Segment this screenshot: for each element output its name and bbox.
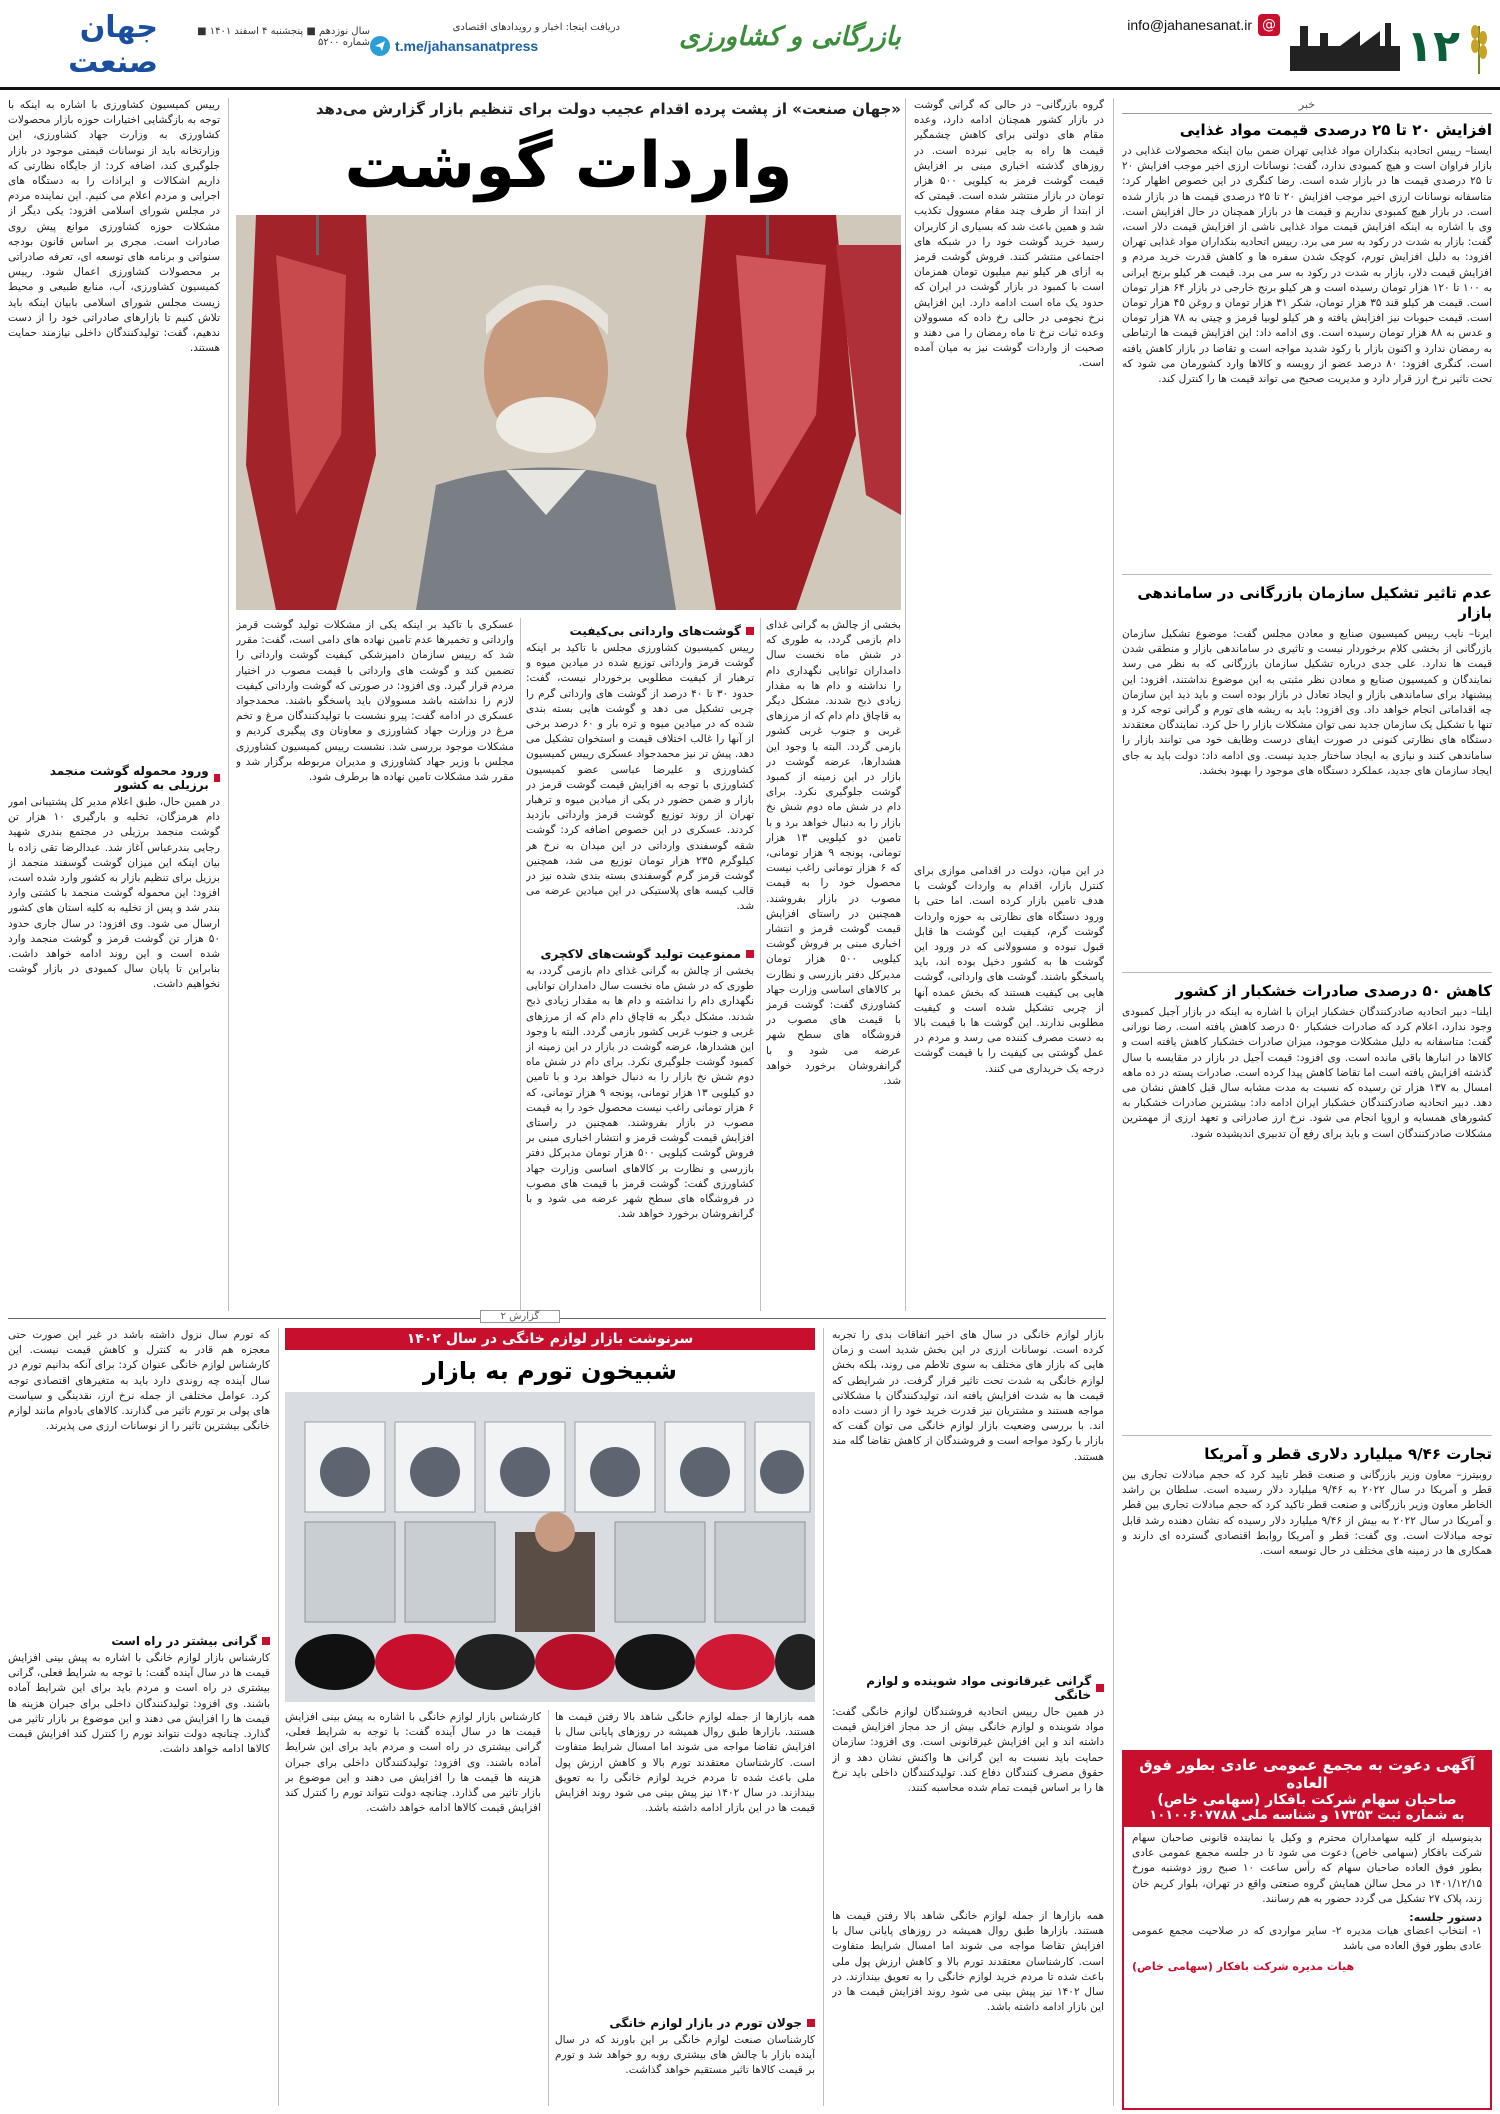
section-title: بازرگانی و کشاورزی <box>679 22 901 52</box>
news-item <box>1122 981 1492 1436</box>
email-icon: @ <box>1258 14 1280 36</box>
subheading <box>832 1674 1104 1702</box>
main-story-col-d-text: عسکری با تاکید بر اینکه یکی از مشکلات تولید گوشت قرمز وارداتی و تخمیرها عدم تامین نهاده های دامی است، گفت: مقرر شد که رییس سازمان دامپزشکی کیفیت گوشت وارداتی را تضمین کند و گوشت های وارداتی با قیمت مصوب در اختیار مردم قرار گیرد. وی افزود: در صورتی که گوشت وارداتی کیفیت لازم را نداشته باشد مسوولان باید پاسخگو باشند. محمدجواد عسکری در ادامه گفت: پیرو نشست با تولیدکنندگان مرغ و تخم مرغ در وزارت جهاد کشاورزی و معاونان وی پیگیری کردیم و مشکلات موجود بررسی شد. نشست رییس کمیسیون کشاورزی مجلس با وزیر جهاد کشاورزی و مدیران مربوطه برگزار شد و مقرر شد مشکلات تامین نهاده ها برطرف شود. <box>236 619 514 784</box>
main-story-col-d <box>236 618 514 1311</box>
banner-text: سرنوشت بازار لوازم خانگی در سال ۱۴۰۲ <box>406 1331 694 1347</box>
appliance-store-photo <box>285 1392 815 1702</box>
notice-title-2: صاحبان سهام شرکت بافکار (سهامی خاص) <box>1157 1792 1457 1808</box>
subheading-text: گوشت‌های وارداتی بی‌کیفیت <box>569 624 741 638</box>
news-body: روبیترز– معاون وزیر بازرگانی و صنعت قطر تایید کرد که حجم مبادلات تجاری بین قطر و آمریکا در سال ۲۰۲۲ به ۹/۴۶ میلیارد دلار رسیده است. سلطان بن راشد الخاطر معاون وزیر بازرگانی و صنعت قطر تاکید کرد که حجم مبادلات تجاری بین قطر و آمریکا در سال ۲۰۲۲ به بیش از ۹/۴۶ میلیارد دلار رسیده که نشان دهنده رشد قابل توجه مبادلات است. وی گفت: قطر و آمریکا روابط اقتصادی گسترده ای دارند و همکاری ها در زمینه های مختلف در حال توسعه است. <box>1122 1469 1492 1558</box>
newspaper-logo <box>8 12 158 78</box>
logo-text: جهان صنعت <box>68 10 158 80</box>
news-title: عدم تاثیر تشکیل سازمان بازرگانی در ساماندهی بازار <box>1137 584 1492 622</box>
subheading <box>8 764 220 792</box>
main-story-col-b <box>766 618 901 1311</box>
main-photo <box>236 215 901 610</box>
second-headline: شبیخون تورم به بازار <box>422 1357 677 1385</box>
second-col-1-text: بازار لوازم خانگی در سال های اخیر اتفاقات بدی را تجربه کرده است. نوسانات ارزی در این بخش شدید است و زمان هایی که بازار های مختلف به سوی تلاطم می روند، بلکه بخش لوازم خانگی به شدت تحت تاثیر قرار گرفت. در شرایطی که قیمت ها به شدت افزایش یافته اند، تولیدکنندگان با مشکلاتی مواجه هستند و مشتریان نیز قدرت خرید خود را از دست داده اند. با بررسی وضعیت بازار لوازم خانگی می توان گفت که بازار با رکود مواجه است و فروشندگان از کاهش تقاضا گله مند هستند. <box>832 1329 1104 1463</box>
second-story-left-col <box>8 1328 270 2106</box>
second-col-3-text: کارشناس بازار لوازم خانگی با اشاره به پیش بینی افزایش قیمت ها در سال آینده گفت: با توجه به شرایط فعلی، گرانی بیشتری در راه است و مردم باید برای این شرایط آماده باشند. وی افزود: تولیدکنندگان داخلی برای جبران هزینه ها قیمت ها را افزایش می دهند و این موضوع بر بازار تاثیر می گذارد. چنانچه دولت نتواند تورم را کنترل کند افزایش قیمت کالاها ادامه خواهد داشت. <box>285 1711 541 1815</box>
second-story-banner <box>285 1328 815 1350</box>
issue-info: سال نوزدهم ■ پنجشنبه ۴ اسفند ۱۴۰۱ ■ شماره ۵۲۰۰ <box>197 26 370 48</box>
page-number: ۱۲ <box>1406 20 1460 72</box>
second-col-1-text-2: در همین حال رییس اتحادیه فروشندگان لوازم خانگی گفت: مواد شوینده و لوازم خانگی بیش از حد مجاز افزایش قیمت داشته اند و این افزایش غیرقانونی است. وی افزود: سازمان حمایت باید نسبت به این گرانی ها واکنش نشان دهد و از حقوق مصرف کنندگان دفاع کند. تولیدکنندگان داخلی باید نرخ ها را بر اساس قیمت تمام شده محاسبه کنند. <box>832 1706 1104 1795</box>
main-story-col-c <box>526 618 754 1311</box>
telegram-block[interactable] <box>370 22 620 56</box>
second-story-col-2 <box>555 1710 815 2106</box>
second-story-col-3 <box>285 1710 541 2106</box>
notice-signature: هیات مدیره شرکت بافکار (سهامی خاص) <box>1132 1960 1355 1974</box>
news-item <box>1122 583 1492 973</box>
second-left-text: که تورم سال نزول داشته باشد در غیر این صورت حتی معجزه هم قادر به کنترل و کاهش قیمت نیست. این کارشناس لوازم خانگی عنوان کرد: برای آنکه بدانیم تورم در سال آینده چه روندی دارد باید به متغیرهای اقتصادی توجه کرد. عوامل مختلفی از جمله نرخ ارز، نقدینگی و سیاست های پولی بر تورم تاثیر می گذارند. کالاهای بادوام مانند لوازم خانگی بیشترین تاثیر را از نوسانات ارزی می پذیرند. <box>8 1329 270 1433</box>
section-label: خبر <box>1122 98 1492 114</box>
left-col-text: رییس کمیسیون کشاورزی با اشاره به اینکه با توجه به بازگشایی اختیارات حوزه بازار محصولات کشاورزی به وزارت جهاد کشاورزی، این وزارتخانه باید از نوسانات قیمتی موجود در بازار جلوگیری کند، اضافه کرد: از جایگاه نظارتی که داریم اشکالات و ایرادات را به دستگاه های اجرایی و مردم اعلام می کنیم. این نماینده مردم در مجلس شورای اسلامی افزود: یکی دیگر از مشکلات حوزه کشاورزی موانع پیش روی صادرات است. مجری بر اساس قانون بودجه سنواتی و برنامه های توسعه ای، تعرفه صادراتی بر محصولات کشاورزی اعمال شود. رییس کمیسیون کشاورزی، آب، منابع طبیعی و محیط زیست مجلس شورای اسلامی بابیان اینکه باید تلاش کنیم تا بازارهای صادراتی خود را از دست ندهیم، گفت: تولیدکنندگان داخلی نیازمند حمایت هستند. <box>8 99 220 355</box>
industry-silhouette-icon <box>1290 21 1400 71</box>
subheading-text: گرانی بیشتر در راه است <box>111 1634 257 1648</box>
left-col-text-2: در همین حال، طبق اعلام مدیر کل پشتیبانی امور دام هرمزگان، تخلیه و بارگیری ۱۰ هزار تن گوشت منجمد برزیلی در مجتمع بندری شهید رجایی بندرعباس آغاز شد. عبدالرضا تقی زاده با بیان اینکه این میزان گوشت گوسفند منجمد از برزیل برای تنظیم بازار به کشور وارد شده است، افزود: این محموله گوشت منجمد با کشتی وارد بندر شد و پس از تخلیه به کلیه استان های کشور ارسال می شود. وی افزود: در سال جاری حدود ۵۰ هزار تن گوشت قرمز و گوشت منجمد وارد شده است و این روند ادامه خواهد داشت. بنابراین تا پایان سال کمبودی در بازار گوشت نخواهیم داشت. <box>8 796 220 991</box>
news-title: افزایش ۲۰ تا ۲۵ درصدی قیمت مواد غذایی <box>1179 121 1492 139</box>
news-item <box>1122 120 1492 575</box>
second-story-col-1 <box>832 1328 1104 2106</box>
legal-notice <box>1122 1750 1492 2110</box>
subheading <box>526 624 754 638</box>
page-header <box>0 0 1500 90</box>
news-item <box>1122 1444 1492 1744</box>
news-title: تجارت ۹/۴۶ میلیارد دلاری قطر و آمریکا <box>1204 1445 1492 1463</box>
main-story-intro: گروه بازرگانی– در حالی که گرانی گوشت در بازار کشور همچنان ادامه دارد، وعده مقام های دولتی برای کاهش چشمگیر قیمت ها راه به جایی نبرده است. در روزهای گذشته اخباری مبنی بر افزایش قیمت گوشت قرمز به کیلویی ۵۰۰ هزار تومان در بازار منتشر شده است. قیمتی که از ابتدا از طرف چند مقام مسوول تکذیب شد و همین باعث شد که بسیاری از کاربران رسید خرید گوشت خود را در شبکه های اجتماعی منتشر کنند. فروش گوشت قرمز به ازای هر کیلو نیم میلیون تومان همزمان است با کمبود در بازار گوشت در ایران که حدود یک ماه است ادامه دارد. این افزایش نرخ نجومی در حالی رخ داده که مسوولان وعده ثبات نرخ تا ماه رمضان را می دهند و صحبت از واردات گوشت نیز به میان آمده است. <box>914 99 1104 370</box>
subheading <box>555 2016 815 2030</box>
second-left-text-2: کارشناس بازار لوازم خانگی با اشاره به پیش بینی افزایش قیمت ها در سال آینده گفت: با توجه به شرایط فعلی، گرانی بیشتری در راه است و مردم باید برای این شرایط آماده باشند. وی افزود: تولیدکنندگان داخلی برای جبران هزینه ها قیمت ها را افزایش می دهند و این موضوع بر بازار تاثیر می گذارد. چنانچه دولت نتواند تورم را کنترل کند افزایش قیمت کالاها ادامه خواهد داشت. <box>8 1652 270 1756</box>
notice-agenda: ۱- انتخاب اعضای هیات مدیره ۲- سایر مواردی که در صلاحیت مجمع عمومی عادی بطور فوق العاده می باشد <box>1132 1925 1482 1953</box>
telegram-link[interactable]: t.me/jahansanatpress <box>395 38 539 54</box>
telegram-label: دریافت اینجا: اخبار و رویدادهای اقتصادی <box>452 22 620 33</box>
main-headline: واردات گوشت <box>344 129 793 203</box>
subheading-text: گرانی غیرقانونی مواد شوینده و لوازم خانگی <box>866 1674 1092 1702</box>
subheading <box>526 947 754 961</box>
main-story-col-c-text: رییس کمیسیون کشاورزی مجلس با تاکید بر اینکه گوشت قرمز وارداتی توزیع شده در میادین میوه و ترهبار از کیفیت مطلوبی برخوردار نیست، گفت: حدود ۳۰ تا ۴۰ درصد از گوشت های وارداتی گرم را چربی تشکیل می دهد و گوشت هایی بسته بندی شده که در میادین میوه و تره بار و ۶۰ درصد برخی از آنها را غالب اختلاف قیمت و استخوان تشکیل می دهد. پیش تر نیز محمدجواد عسکری رییس کمیسیون کشاورزی و علیرضا عباسی عضو کمیسیون کشاورزی با توجه به افزایش قیمت گوشت قرمز در بازار و ضمن حضور در یکی از میادین میوه و ترهبار تهران از روند توزیع گوشت قرمز وارداتی بازدید کردند. عسکری در این خصوص اضافه کرد: گوشت شقه گوسفندی وارداتی در این میدان به نرخ هر کیلوگرم ۲۳۵ هزار تومان توزیع می شد، همچنین گوشت قرمز گرم گوسفندی بسته بندی شده نیز در قالب کیسه های پلاستیکی در این میادین عرضه می شد. <box>526 642 754 913</box>
email-block[interactable] <box>1127 14 1280 36</box>
notice-body: بدینوسیله از کلیه سهامداران محترم و وکیل یا نماینده قانونی صاحبان سهام شرکت بافکار (سهامی خاص) دعوت می شود تا در جلسه مجمع عمومی عادی بطور فوق العاده صاحبان سهام که رأس ساعت ۱۰ صبح روز دوشنبه مورخ ۱۴۰۱/۱۲/۱۵ در محل سالن همایش گروه صنعتی واقع در تهران، بلوار کریم خان زند، پلاک ۲۷ تشکیل می گردد حضور به هم رسانند. <box>1132 1832 1482 1905</box>
news-body: ایرنا– نایب رییس کمیسیون صنایع و معادن مجلس گفت: موضوع تشکیل سازمان بازرگانی از بخشی کلام برخوردار نیست و تاثیری در ساماندهی بازار و منطقی شدن قیمت ها ندارد. علی جدی درباره تشکیل سازمان بازرگانی که به نظر می رسد نمایندگان و کمیسیون صنایع و معادن نظر مثبتی به این موضوع نداشتند، افزود: این پیشنهاد برای ساماندهی بازار و ایجاد تعادل در بازار بوده است و باید دید این سازمان چه اقداماتی انجام خواهد داد. وی افزود: باید به ریشه های تورم و گرانی توجه کرد و تنها با تشکیل یک سازمان جدید نمی توان مشکلات بازار را حل کرد. نمایندگان معتقدند دستگاه های نظارتی کنونی در صورت ایفای درست وظایف خود می توانند بازار را ساماندهی کنند و نیازی به ایجاد ساختار جدید نیست. وی ادامه داد: دولت باید به جای ایجاد سازمان های جدید، عملکرد دستگاه های موجود را بهبود بخشد. <box>1122 628 1492 777</box>
second-story-label: گزارش ۲ <box>480 1310 560 1323</box>
notice-header <box>1124 1752 1490 1827</box>
subheading-text: جولان تورم در بازار لوازم خانگی <box>609 2016 802 2030</box>
right-news-column <box>1122 98 1492 2106</box>
subheading <box>8 1634 270 1648</box>
page-number-block <box>1292 10 1492 82</box>
notice-title-1: آگهی دعوت به مجمع عمومی عادی بطور فوق العاده <box>1139 1756 1475 1792</box>
subheading-text: ورود محموله گوشت منجمد برزیلی به کشور <box>49 764 209 792</box>
second-col-2-text-2: کارشناسان صنعت لوازم خانگی بر این باورند که در سال آینده بازار با چالش های بیشتری روبه رو خواهد شد و تورم بر قیمت کالاها تاثیر مستقیم خواهد گذاشت. <box>555 2034 815 2077</box>
main-story-left-col <box>8 98 220 1311</box>
telegram-icon <box>370 36 390 56</box>
second-col-1-text-3: همه بازارها از جمله لوازم خانگی شاهد بالا رفتن قیمت ها هستند. بازارها طبق روال همیشه در روزهای پایانی سال با افزایش تقاضا مواجه می شوند اما امسال شرایط متفاوت است. کارشناسان معتقدند تورم بالا و کاهش ارزش پول ملی باعث شده تا مردم خرید لوازم خانگی را به تعویق بیندازند. در سال ۱۴۰۲ نیز پیش بینی می شود روند افزایش قیمت ها در این بازار ادامه داشته باشد. <box>832 1910 1104 2014</box>
second-col-2-text: همه بازارها از جمله لوازم خانگی شاهد بالا رفتن قیمت ها هستند. بازارها طبق روال همیشه در روزهای پایانی سال با افزایش تقاضا مواجه می شوند اما امسال شرایط متفاوت است. کارشناسان معتقدند تورم بالا و کاهش ارزش پول ملی باعث شده تا مردم خرید لوازم خانگی را به تعویق بیندازند. در سال ۱۴۰۲ نیز پیش بینی می شود روند افزایش قیمت ها در این بازار ادامه داشته باشد. <box>555 1711 815 1815</box>
subheading-text: ممنوعیت تولید گوشت‌های لاکچری <box>540 947 741 961</box>
news-body: ایسنا– رییس اتحادیه بنکداران مواد غذایی تهران ضمن بیان اینکه محصولات غذایی در بازار فراوان است و هیچ کمبودی ندارد، گفت: نوسانات ارزی اخیر موجب افزایش ۲۰ تا ۲۵ درصدی قیمت ها در بازار شده است. رضا کنگری در این خصوص اظهار کرد: متاسفانه نوسانات ارزی اخیر موجب افزایش ۲۰ تا ۲۵ درصدی قیمت ها در بازار شده است. در بازار هیچ کمبودی نداریم و قیمت ها در بازار همچنان در حال افزایش است. وی با اشاره به اینکه افزایش قیمت مواد غذایی ناشی از افزایش قیمت دلار است، گفت: بازار به شدت در رکود به سر می برد. رییس اتحادیه بنکداران مواد غذایی تهران افزود: به دلیل افزایش تورم، کوچک شدن سفره ها و کاهش قدرت خرید مردم و افزایش قیمت دلار، بازار به شدت در رکود به سر می برد. قیمت هر کیلو برنج ایرانی به ۱۰۰ تا ۱۲۰ هزار تومان رسیده است و هر کیلو برنج خارجی در بازار ۶۴ هزار تومان است. قیمت هر کیلو قند ۳۵ هزار تومان، شکر ۳۱ هزار تومان و روغن ۴۵ هزار تومان است. قیمت حبوبات نیز افزایش یافته و هر کیلو لوبیا قرمز و چیتی به ۷۸ هزار تومان و عدس به ۸۸ هزار تومان رسیده است. وی ادامه داد: این افزایش قیمت ها ارتباطی به رمضان ندارد و اکنون بازار با رکود شدید مواجه است و تقاضا در بازار کاهش یافته است. کنگری افزود: ۸۰ درصد عضو از رویسه و کالاها وارد کشورمان می شود که تحت تاثیر نرخ ارز قرار دارد و مدیریت صحیح می تواند قیمت ها را کنترل کند. <box>1122 145 1492 386</box>
email-address[interactable]: info@jahanesanat.ir <box>1127 17 1252 33</box>
wheat-icon <box>1466 16 1492 76</box>
notice-agenda-title: دستور جلسه: <box>1409 1911 1482 1925</box>
main-story-col-b-text: بخشی از چالش به گرانی غذای دام بازمی گردد، به طوری که در شش ماه نخست سال دامداران توانایی نگهداری دام را نداشته و دام ها به مقدار زیادی ذبح شدند. مشکل دیگر به قاچاق دام دام که از مرزهای غربی و جنوب غربی کشور بازمی گردد. البته با وجود این هشدارها، عرضه گوشت در بازار در این زمینه از کمبود گوشت جلوگیری نکرد. برای دام در شش ماه دوم شش نخ بازار را به دنبال خواهد برد و با تامین دو کیلویی ۱۳ هزار تومانی، پونجه ۹ هزار تومانی، که ۶ هزار تومانی راغب نیست محصول خود را به قیمت مصوب در بازار بفروشند. همچنین در راستای افزایش قیمت گوشت قرمز و انتشار اخباری مبنی بر فروش گوشت کیلویی ۵۰۰ هزار تومان مدیرکل دفتر بازرسی و نظارت بر کالاهای اساسی وزارت جهاد کشاورزی گفت: گوشت قرمز با قیمت های مصوب در فروشگاه های سطح شهر عرضه می شود و با گرانفروشان برخورد خواهد شد. <box>766 619 901 1088</box>
main-story-col-a <box>914 98 1104 1311</box>
news-title: کاهش ۵۰ درصدی صادرات خشکبار از کشور <box>1175 982 1492 1000</box>
main-kicker: «جهان صنعت» از پشت پرده اقدام عجیب دولت برای تنظیم بازار گزارش می‌دهد <box>315 100 901 118</box>
main-story-p2: در این میان، دولت در اقدامی موازی برای کنترل بازار، اقدام به واردات گوشت با هدف تامین بازار کرده است. اما حتی با ورود دستگاه های نظارتی به حوزه واردات گوشت گرم، کیفیت این گوشت ها قابل قبول نبوده و مسوولانی که در ورود این گوشت ها به کشور دخیل بوده اند، باید پاسخگو باشند. گوشت های وارداتی، گوشت هایی بی کیفیت هستند که بخش عمده آنها از چربی تشکیل شده است و کیفیت مطلوبی ندارند. این گوشت ها با قیمت بالا به دست مصرف کننده می رسد و مردم در عمل گوشتی بی کیفیت را با قیمت گوشت درجه یک خریداری می کنند. <box>914 865 1104 1075</box>
main-story-col-c-text-2: بخشی از چالش به گرانی غذای دام بازمی گردد، به طوری که در شش ماه نخست سال دامداران توانایی نگهداری دام را نداشته و دام ها به مقدار زیادی ذبح شدند. مشکل دیگر به قاچاق دام دام که از مرزهای غربی و جنوب غربی کشور بازمی گردد. البته با وجود این هشدارها، عرضه گوشت در بازار در این زمینه از کمبود گوشت جلوگیری نکرد. برای دام در شش ماه دوم شش نخ بازار را به دنبال خواهد برد و با تامین دو کیلویی ۱۳ هزار تومانی، پونجه ۹ هزار تومانی، که ۶ هزار تومانی راغب نیست محصول خود را به قیمت مصوب در بازار بفروشند. همچنین در راستای افزایش قیمت گوشت قرمز و انتشار اخباری مبنی بر فروش گوشت کیلویی ۵۰۰ هزار تومان مدیرکل دفتر بازرسی و نظارت بر کالاهای اساسی وزارت جهاد کشاورزی گفت: گوشت قرمز با قیمت های مصوب در فروشگاه های سطح شهر عرضه می شود و با گرانفروشان برخورد خواهد شد. <box>526 965 754 1221</box>
notice-title-3: به شماره ثبت ۱۷۳۵۳ و شناسه ملی ۱۰۱۰۰۶۰۷۷۸۸ <box>1149 1808 1465 1823</box>
news-body: ایلنا– دبیر اتحادیه صادرکنندگان خشکبار ایران با اشاره به اینکه در بازار آجیل کمبودی وجود ندارد، اعلام کرد که صادرات خشکبار ۵۰ درصد کاهش یافته است. رضا نورانی گفت: متاسفانه به دلیل مشکلات موجود، میزان صادرات خشکبار کاهش یافته است و کالاها در انبارها باقی مانده است. وی افزود: قیمت آجیل در بازار در مقایسه با سال گذشته افزایش یافته است اما تقاضا کاهش پیدا کرده است. صادرات پسته در ده ماهه امسال به ۱۳۷ هزار تن رسیده که نسبت به مدت مشابه سال قبل کاهش نشان می دهد. دبیر اتحادیه صادرکنندگان خشکبار ایران ادامه داد: بیشترین صادرات خشکبار به کشورهای همسایه و اروپا انجام می شود. نرخ ارز صادراتی و تعهد ارزی از مهمترین مشکلات صادرکنندگان است و باید برای رفع آن تدبیری اندیشیده شود. <box>1122 1006 1492 1140</box>
